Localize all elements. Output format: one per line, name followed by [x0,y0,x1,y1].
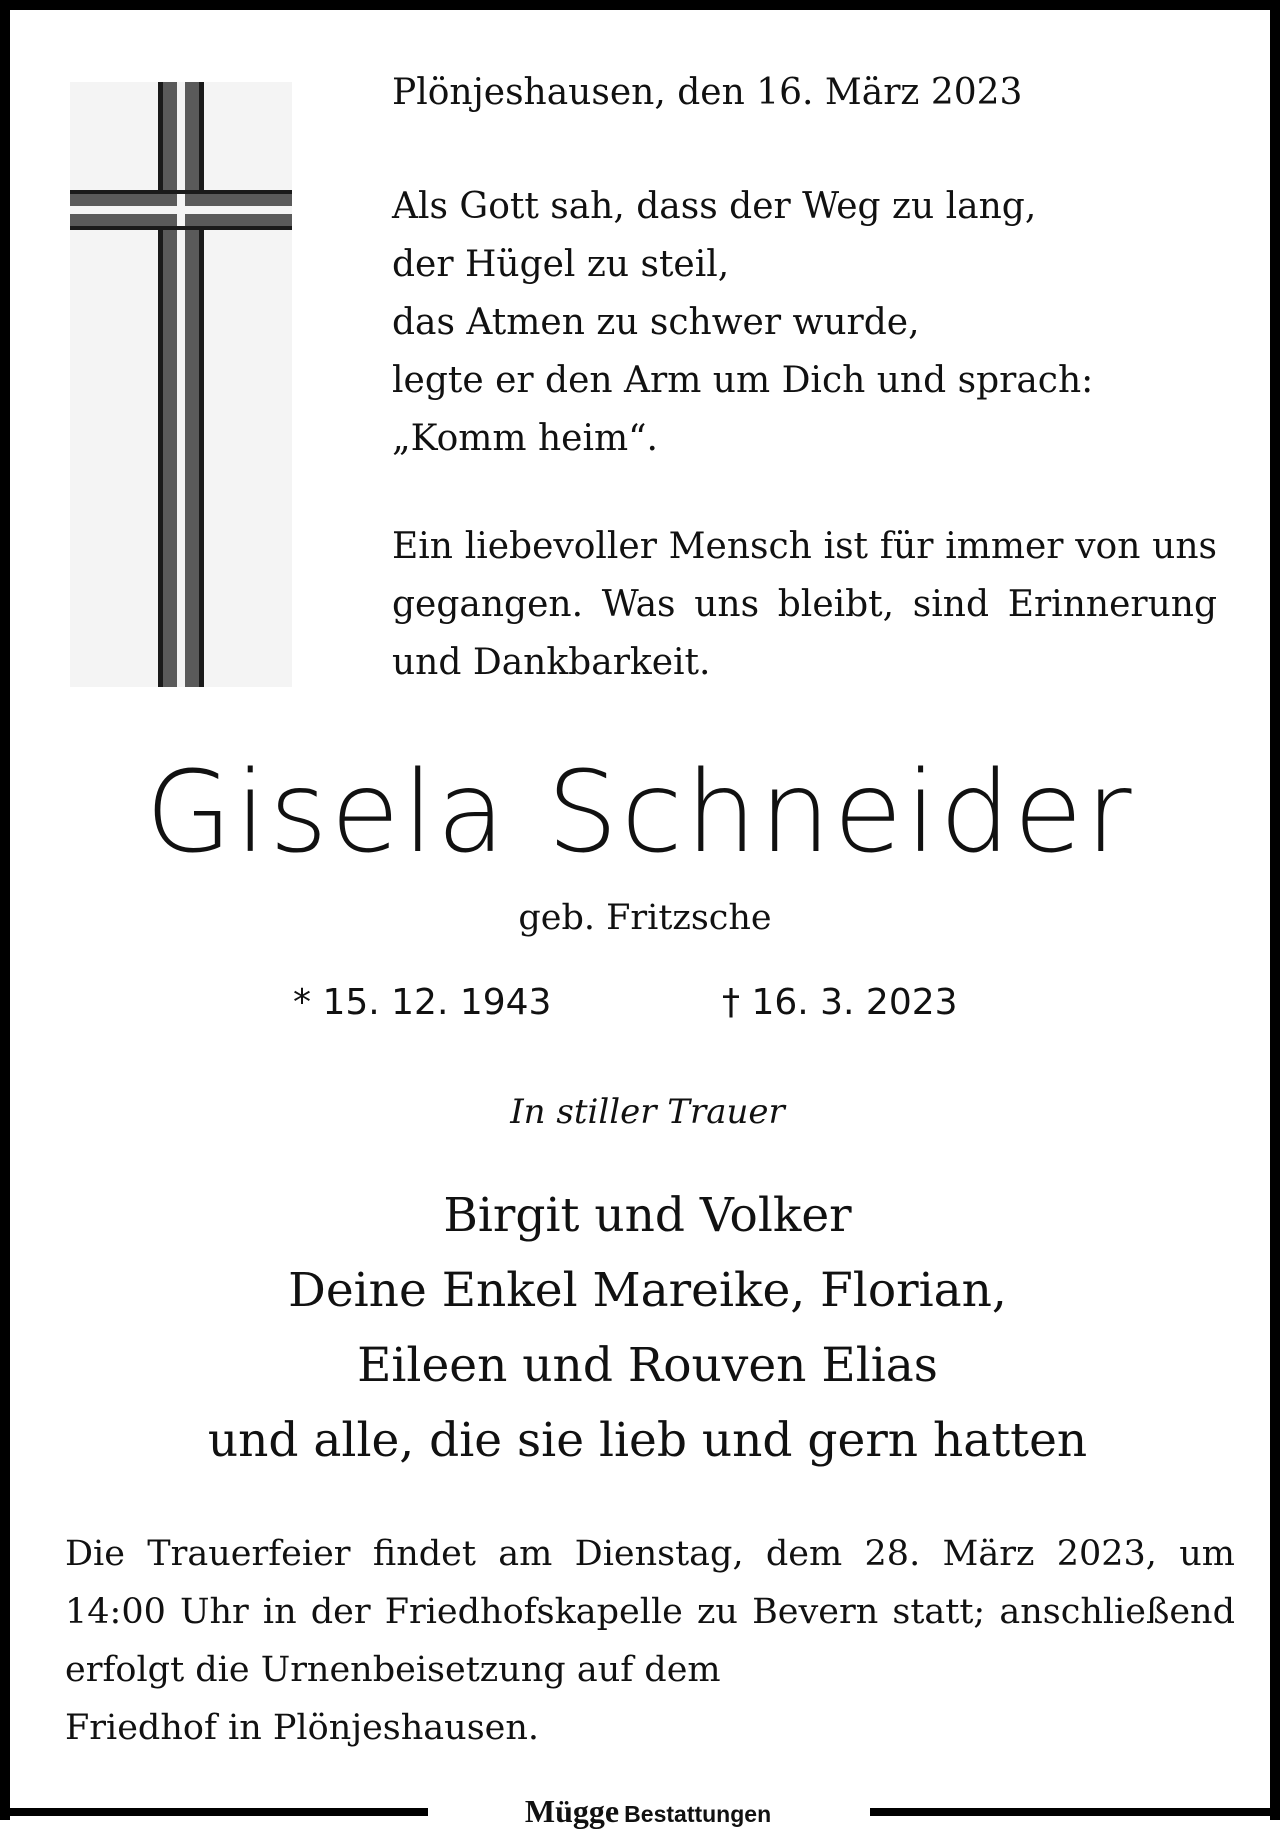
place-date: Plönjeshausen, den 16. März 2023 [392,72,1023,113]
mourner-line: Deine Enkel Mareike, Florian, [288,1263,1007,1318]
footer-rule [870,1808,1280,1816]
mourner-line: Birgit und Volker [443,1188,852,1243]
mourner-line: Eileen und Rouven Elias [357,1338,938,1393]
funeral-home-brand [438,1793,858,1830]
poem-line: das Atmen zu schwer wurde, [392,302,920,343]
brand-suffix: Bestattungen [624,1801,772,1827]
poem [392,178,1222,468]
tribute-text: Ein liebevoller Mensch ist für immer von uns gegangen. Was uns bleibt, sind Erinnerung und Dankbarkeit. [392,526,1217,683]
mourning-heading: In stiller Trauer [510,1092,785,1132]
poem-line: der Hügel zu steil, [392,244,730,285]
funeral-details [65,1525,1235,1757]
footer-rule [10,1808,428,1816]
funeral-text-last-line: Friedhof in Plönjeshausen. [65,1708,540,1748]
brand-name: Mügge [524,1793,620,1829]
cross-icon [70,82,292,687]
poem-line: „Komm heim“. [392,418,658,459]
deceased-name: Gisela Schneider [145,748,1135,878]
mourner-line: und alle, die sie lieb und gern hatten [207,1413,1088,1468]
birth-name: geb. Fritzsche [518,898,772,938]
mourners-list [10,1178,1280,1478]
funeral-text: Die Trauerfeier findet am Dienstag, dem 28. März 2023, um 14:00 Uhr in der Friedhofskapelle zu Bevern statt; anschließend erfolgt die Urnenbeisetzung auf dem [65,1534,1235,1690]
poem-line: Als Gott sah, dass der Weg zu lang, [392,186,1037,227]
birth-date: * 15. 12. 1943 [293,982,552,1023]
poem-line: legte er den Arm um Dich und sprach: [392,360,1094,401]
footer [10,1793,1280,1830]
death-date: † 16. 3. 2023 [722,982,958,1023]
